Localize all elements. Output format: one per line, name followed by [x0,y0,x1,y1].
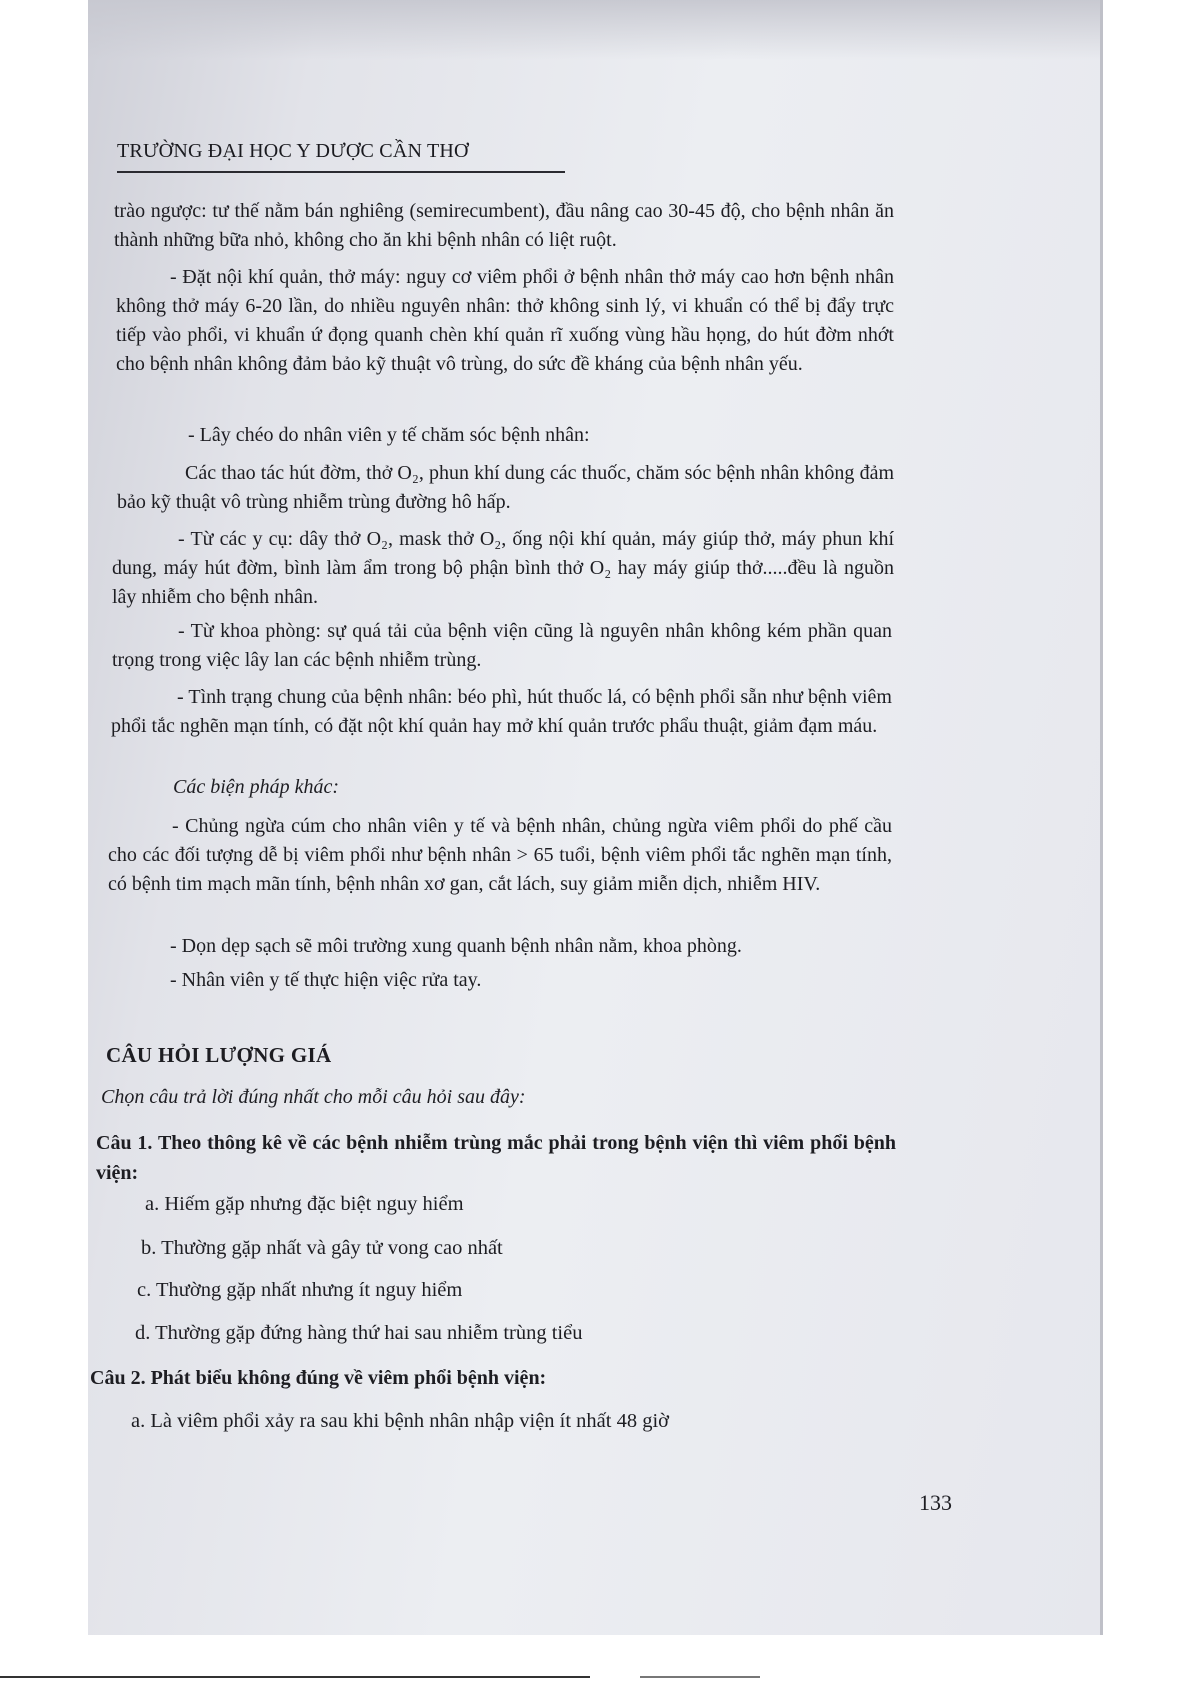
body-paragraph-1: trào ngược: tư thế nằm bán nghiêng (semirecumbent), đầu nâng cao 30-45 độ, cho bệnh nhân ăn thành những bữa nhỏ, không cho ăn khi bệnh nhân có liệt ruột. [114,200,894,251]
q1-option-b: b. Thường gặp nhất và gây tử vong cao nhất [141,1237,503,1259]
body-paragraph-10: - Dọn dẹp sạch sẽ môi trường xung quanh bệnh nhân nằm, khoa phòng. [170,935,742,957]
body-paragraph-2: - Đặt nội khí quản, thở máy: nguy cơ viêm phổi ở bệnh nhân thở máy cao hơn bệnh nhân không thở máy 6-20 lần, do nhiều nguyên nhân: thở không sinh lý, vi khuẩn có thể bị đẩy trực tiếp vào phổi, vi khuẩn ứ đọng quanh chèn khí quản rĩ xuống vùng hầu họng, do hút đờm nhớt cho bệnh nhân không đảm bảo kỹ thuật vô trùng, do sức đề kháng của bệnh nhân yếu. [116,266,894,375]
bottom-edge-rule [0,1676,590,1678]
q1-option-a: a. Hiếm gặp nhưng đặc biệt nguy hiểm [145,1193,464,1215]
q1-option-d: d. Thường gặp đứng hàng thứ hai sau nhiễm trùng tiểu [135,1322,583,1344]
body-paragraph-6: - Từ khoa phòng: sự quá tải của bệnh viện cũng là nguyên nhân không kém phần quan trọng trong việc lây lan các bệnh nhiễm trùng. [112,620,892,671]
header-rule [117,171,565,173]
body-paragraph-3: - Lây chéo do nhân viên y tế chăm sóc bệnh nhân: [188,424,590,446]
body-paragraph-7: - Tình trạng chung của bệnh nhân: béo phì, hút thuốc lá, có bệnh phổi sẵn như bệnh viêm phổi tắc nghẽn mạn tính, có đặt nột khí quản hay mở khí quản trước phẩu thuật, giảm đạm máu. [111,686,892,737]
running-header: TRƯỜNG ĐẠI HỌC Y DƯỢC CẦN THƠ [117,140,469,162]
subheading-other-measures: Các biện pháp khác: [173,776,340,798]
body-paragraph-9: - Chủng ngừa cúm cho nhân viên y tế và bệnh nhân, chủng ngừa viêm phổi do phế cầu cho các đối tượng dễ bị viêm phổi như bệnh nhân > 65 tuổi, bệnh viêm phổi tắc nghẽn mạn tính, có bệnh tim mạch mãn tính, bệnh nhân xơ gan, cắt lách, suy giảm miễn dịch, nhiễm HIV. [108,815,892,895]
question-1: Câu 1. Theo thông kê về các bệnh nhiễm trùng mắc phải trong bệnh viện thì viêm phổi bệnh viện: [96,1132,896,1184]
q2-option-a: a. Là viêm phổi xảy ra sau khi bệnh nhân nhập viện ít nhất 48 giờ [131,1410,670,1432]
quiz-instruction: Chọn câu trả lời đúng nhất cho mỗi câu hỏi sau đây: [101,1086,526,1108]
question-2: Câu 2. Phát biểu không đúng về viêm phổi bệnh viện: [90,1367,547,1389]
page-number: 133 [919,1490,952,1515]
body-paragraph-4: Các thao tác hút đờm, thở O₂, phun khí dung các thuốc, chăm sóc bệnh nhân không đảm bảo kỹ thuật vô trùng nhiễm trùng đường hô hấp. [117,462,894,513]
body-paragraph-5: - Từ các y cụ: dây thở O₂, mask thở O₂, ống nội khí quản, máy giúp thở, máy phun khí dung, máy hút đờm, bình làm ẩm trong bộ phận bình thở O₂ hay máy giúp thở.....đều là nguồn lây nhiễm cho bệnh nhân. [112,528,894,608]
quiz-section-title: CÂU HỎI LƯỢNG GIÁ [106,1043,332,1067]
page-shadow [88,0,1100,60]
q1-option-c: c. Thường gặp nhất nhưng ít nguy hiểm [137,1279,463,1301]
bottom-edge-mark [640,1676,760,1678]
body-paragraph-11: - Nhân viên y tế thực hiện việc rửa tay. [170,969,482,991]
